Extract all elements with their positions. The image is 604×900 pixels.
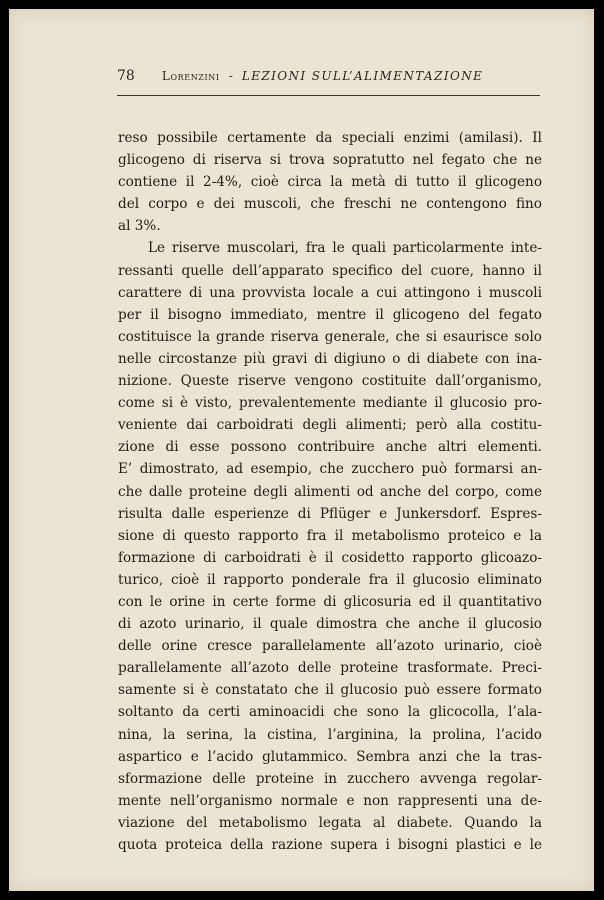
book-page [9,9,594,891]
text-line: di azoto urinario, il quale dimostra che anche il glucosio [118,616,542,633]
text-line: turico, cioè il rapporto ponderale fra il glucosio eliminato [118,571,542,588]
text-line: costituisce la grande riserva generale, che si esaurisce solo [118,328,542,345]
text-line: che dalle proteine degli alimenti od anche del corpo, come [118,483,542,500]
text-line: contiene il 2-4%, cioè circa la metà di tutto il glicogeno [118,174,542,191]
body-text [118,127,542,856]
text-line: con le orine in certe forme di glicosuria ed il quantitativo [118,593,542,610]
text-line: reso possibile certamente da speciali enzimi (amilasi). Il [118,130,542,146]
text-line: Le riserve muscolari, fra le quali particolarmente inte- [148,240,542,257]
text-line: glicogeno di riserva si trova sopratutto nel fegato che ne [118,152,542,169]
text-line: nelle circostanze più gravi di digiuno o di diabete con ina- [118,350,542,367]
text-line: carattere di una provvista locale a cui attingono i muscoli [118,284,542,301]
text-line: sione di questo rapporto fra il metabolismo proteico e la [118,527,542,544]
header-rule [117,95,540,96]
text-line: parallelamente all’azoto delle proteine trasformate. Preci- [118,660,542,677]
page-number: 78 [117,68,135,84]
text-line: del corpo e dei muscoli, che freschi ne contengono fino [118,196,542,213]
text-line: E’ dimostrato, ad esempio, che zucchero può formarsi an- [118,461,542,478]
text-line: al 3%. [118,218,161,235]
text-line: sformazione delle proteine in zucchero avvenga regolar- [118,770,542,787]
running-header-author: Lorenzini [161,69,220,83]
text-line: nina, la serina, la cistina, l’arginina, la prolina, l’acido [118,726,542,743]
running-header-title: LEZIONI SULL’ALIMENTAZIONE [241,69,484,83]
text-line: per il bisogno immediato, mentre il glicogeno del fegato [118,306,542,323]
running-header [117,65,547,89]
text-line: mente nell’organismo normale e non rappresenti una de- [118,792,542,809]
text-line: zione di esse possono contribuire anche altri elementi. [118,439,542,456]
text-line: viazione del metabolismo legata al diabete. Quando la [118,814,542,831]
text-line: delle orine cresce parallelamente all’azoto urinario, cioè [118,638,542,655]
text-line: veniente dai carboidrati degli alimenti; però alla costitu- [118,417,542,434]
text-line: quota proteica della razione supera i bisogni plastici e le [118,837,542,853]
text-line: soltanto da certi aminoacidi che sono la glicocolla, l’ala- [118,704,542,721]
text-line: formazione di carboidrati è il cosidetto rapporto glicoazo- [118,549,542,566]
text-line: come si è visto, prevalentemente mediante il glucosio pro- [118,395,542,412]
running-header-separator: - [228,69,233,83]
text-line: samente si è constatato che il glucosio può essere formato [118,682,542,699]
text-line: ressanti quelle dell’apparato specifico del cuore, hanno il [118,262,542,279]
text-line: nizione. Queste riserve vengono costituite dall’organismo, [118,373,542,390]
text-line: risulta dalle esperienze di Pflüger e Junkersdorf. Espres- [118,505,542,522]
text-line: aspartico e l’acido glutammico. Sembra anzi che la tras- [118,748,542,765]
